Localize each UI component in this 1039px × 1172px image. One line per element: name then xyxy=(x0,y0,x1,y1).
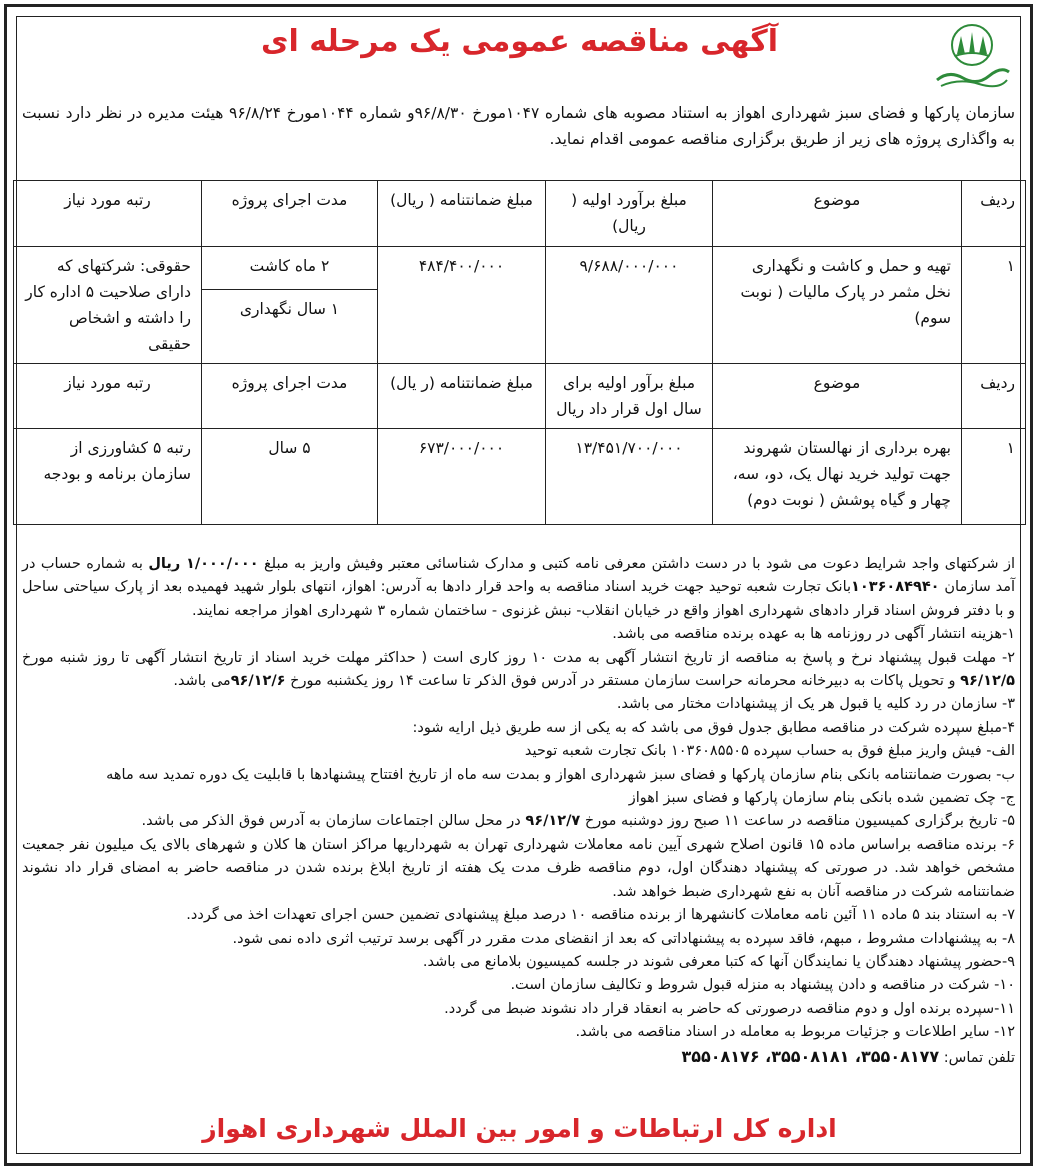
municipality-logo xyxy=(929,22,1015,94)
term-item-4b: ب- بصورت ضمانتنامه بانکی بنام سازمان پارکها و فضای سبز شهرداری اهواز و بمدت سه ماه از تاریخ افتتاح پیشنهادها با قابلیت یک دوره تمدید سه ماهه xyxy=(106,766,1015,783)
term-item-2 xyxy=(22,647,1015,694)
row-num: ۱ xyxy=(962,429,1026,525)
row-num: ۱ xyxy=(962,247,1026,364)
row-estimate: ۹/۶۸۸/۰۰۰/۰۰۰ xyxy=(546,247,713,364)
term-item-5 xyxy=(22,810,1015,833)
contact-phones xyxy=(22,1045,1015,1070)
header-estimate: مبلغ برآورد اولیه ( ریال) xyxy=(546,181,713,247)
term-text: می باشد. xyxy=(173,673,231,690)
term-item-6: ۶- برنده مناقصه براساس ماده ۱۵ قانون اصلاح شهری آیین نامه معاملات شهرداری تهران به شهرداریها مراکز استان ها کلان و شهرهای بالای یک میلیون نفر جمعیت مشخص خواهد شد. در صورتی که پیشنهاد دهندگان اول، دوم مناقصه ظرف مدت یک هفته از تاریخ ابلاغ برنده شدن در مناقصه حاضر به امضای قرار داد نشوند ضمانتنامه شرکت در مناقصه آنان به نفع شهرداری ضبط خواهد شد. xyxy=(22,836,1015,900)
term-text: در محل سالن اجتماعات سازمان به آدرس فوق الذکر می باشد. xyxy=(141,813,521,830)
invitation-text: به شماره حساب در آمد سازمان xyxy=(22,556,1016,596)
row-subject: بهره برداری از نهالستان شهروند جهت تولید خرید نهال یک، دو، سه، چهار و گیاه پوشش ( نوبت دوم) xyxy=(713,429,962,525)
row-guarantee: ۴۸۴/۴۰۰/۰۰۰ xyxy=(378,247,546,364)
term-item-1: ۱-هزینه انتشار آگهی در روزنامه ها به عهده برنده مناقصه می باشد. xyxy=(612,626,1015,643)
term-item-8: ۸- به پیشنهادات مشروط ، مبهم، فاقد سپرده به پیشنهاداتی که بعد از انقضای مدت مقرر در آگهی برسد ترتیب اثری داده نمی شود. xyxy=(232,930,1015,947)
header-subject: موضوع xyxy=(713,364,962,429)
terms-section xyxy=(22,553,1015,1070)
term-item-12: ۱۲- سایر اطلاعات و جزئیات مربوط به معامله در اسناد مناقصه می باشد. xyxy=(575,1024,1015,1041)
term-item-4c: ج- چک تضمین شده بانکی بنام سازمان پارکها و فضای سبز اهواز xyxy=(628,790,1015,807)
submission-date: ۹۶/۱۲/۶ xyxy=(230,673,286,690)
term-item-10: ۱۰- شرکت در مناقصه و دادن پیشنهاد به منزله قبول شروط و تکالیف سازمان است. xyxy=(510,977,1015,994)
header-duration: مدت اجرای پروژه xyxy=(202,364,378,429)
invitation-text: بانک تجارت شعبه توحید جهت خرید اسناد مناقصه به واحد قرار دادها به آدرس: اهواز، انتهای بلوار شهید فهمیده بعد از پارک سیاحتی ساحل و با دفتر فروش اسناد قرار دادهای شهرداری اهواز واقع در خیابان انقلاب- نبش غزنوی - ساختمان شماره ۳ شهرداری اهواز مراجعه نمایند. xyxy=(22,579,1015,619)
account-number: ۱۰۳۶۰۸۴۹۴۰ xyxy=(851,579,940,596)
term-text: ۲- مهلت قبول پیشنهاد نرخ و پاسخ به مناقصه از تاریخ انتشار آگهی به مدت ۱۰ روز کاری است ( حداکثر مهلت خرید اسناد از تاریخ انتشار آگهی تا روز شنبه مورخ xyxy=(22,649,1015,666)
row-grade: حقوقی: شرکتهای که دارای صلاحیت ۵ اداره کار را داشته و اشخاص حقیقی xyxy=(14,247,202,364)
term-text: و تحویل پاکات به دبیرخانه محرمانه حراست سازمان مستقر در آدرس فوق الذکر تا ساعت ۱۴ روز یکشنبه مورخ xyxy=(290,673,956,690)
term-item-11: ۱۱-سپرده برنده اول و دوم مناقصه درصورتی که حاضر به انعقاد قرار داد نشوند ضبط می گردد. xyxy=(444,1000,1015,1017)
term-item-9: ۹-حضور پیشنهاد دهندگان یا نمایندگان آنها که کتبا معرفی شوند در جلسه کمیسیون بلامانع می باشد. xyxy=(422,953,1015,970)
fee-amount: ۱/۰۰۰/۰۰۰ ریال xyxy=(148,556,259,572)
term-item-4: ۴-مبلغ سپرده شرکت در مناقصه مطابق جدول فوق می باشد که به یکی از سه طریق ذیل ارایه شود: xyxy=(412,719,1015,736)
row-grade: رتبه ۵ کشاورزی از سازمان برنامه و بودجه xyxy=(14,429,202,525)
term-item-4a: الف- فیش واریز مبلغ فوق به حساب سپرده ۱۰۳۶۰۸۵۵۰۵ بانک تجارت شعبه توحید xyxy=(524,743,1015,760)
header-duration: مدت اجرای پروژه xyxy=(202,181,378,247)
issuer-footer: اداره کل ارتباطات و امور بین الملل شهرداری اهواز xyxy=(202,1114,837,1143)
row-duration-planting: ۲ ماه کاشت xyxy=(202,247,378,290)
header-row-num: ردیف xyxy=(962,364,1026,429)
term-item-7: ۷- به استناد بند ۵ ماده ۱۱ آئین نامه معاملات کانشهرها از برنده مناقصه ۱۰ درصد مبلغ پیشنهادی تضمین حسن اجرای تعهدات اخذ می گردد. xyxy=(186,907,1015,924)
phone-label: تلفن تماس: xyxy=(943,1049,1015,1066)
phone-numbers: ۳۵۵۰۸۱۷۷، ۳۵۵۰۸۱۸۱، ۳۵۵۰۸۱۷۶ xyxy=(681,1046,940,1066)
row-guarantee: ۶۷۳/۰۰۰/۰۰۰ xyxy=(378,429,546,525)
header-subject: موضوع xyxy=(713,181,962,247)
term-item-3: ۳- سازمان در رد کلیه یا قبول هر یک از پیشنهادات مختار می باشد. xyxy=(616,696,1015,713)
header-row-num: ردیف xyxy=(962,181,1026,247)
row-duration: ۵ سال xyxy=(202,429,378,525)
header-grade: رتبه مورد نیاز xyxy=(14,364,202,429)
intro-paragraph: سازمان پارکها و فضای سبز شهرداری اهواز به استناد مصوبه های شماره ۱۰۴۷مورخ ۹۶/۸/۳۰و شماره ۱۰۴۴مورخ ۹۶/۸/۲۴ هیئت مدیره در نظر دارد نسبت به واگذاری پروژه های زیر از طریق برگزاری مناقصه عمومی اقدام نماید. xyxy=(22,104,1015,148)
deadline-date: ۹۶/۱۲/۵ xyxy=(960,673,1015,690)
table2-header-row xyxy=(14,364,1026,429)
table1-header-row xyxy=(14,181,1026,247)
header-estimate: مبلغ برآور اولیه برای سال اول قرار داد ریال xyxy=(546,364,713,429)
row-subject: تهیه و حمل و کاشت و نگهداری نخل مثمر در پارک مالیات ( نوبت سوم) xyxy=(713,247,962,364)
term-text: ۵- تاریخ برگزاری کمیسیون مناقصه در ساعت ۱۱ صبح روز دوشنبه مورخ xyxy=(584,813,1015,830)
row-duration-maintenance: ۱ سال نگهداری xyxy=(202,290,378,364)
invitation-text: از شرکتهای واجد شرایط دعوت می شود با در دست داشتن معرفی نامه کتبی و مدارک شناسائی معتبر وفیش واریز به مبلغ xyxy=(263,556,1015,572)
header-guarantee: مبلغ ضمانتنامه ( ریال) xyxy=(378,181,546,247)
commission-date: ۹۶/۱۲/۷ xyxy=(525,813,581,830)
invitation-paragraph xyxy=(22,553,1015,623)
row-estimate: ۱۳/۴۵۱/۷۰۰/۰۰۰ xyxy=(546,429,713,525)
page-title: آگهی مناقصه عمومی یک مرحله ای xyxy=(261,24,778,59)
logo-emblem-icon xyxy=(929,22,1015,94)
header-guarantee: مبلغ ضمانتنامه (ر یال) xyxy=(378,364,546,429)
table1-row-a xyxy=(14,247,1026,290)
header-grade: رتبه مورد نیاز xyxy=(14,181,202,247)
tenders-table xyxy=(13,180,1026,525)
table2-row xyxy=(14,429,1026,525)
